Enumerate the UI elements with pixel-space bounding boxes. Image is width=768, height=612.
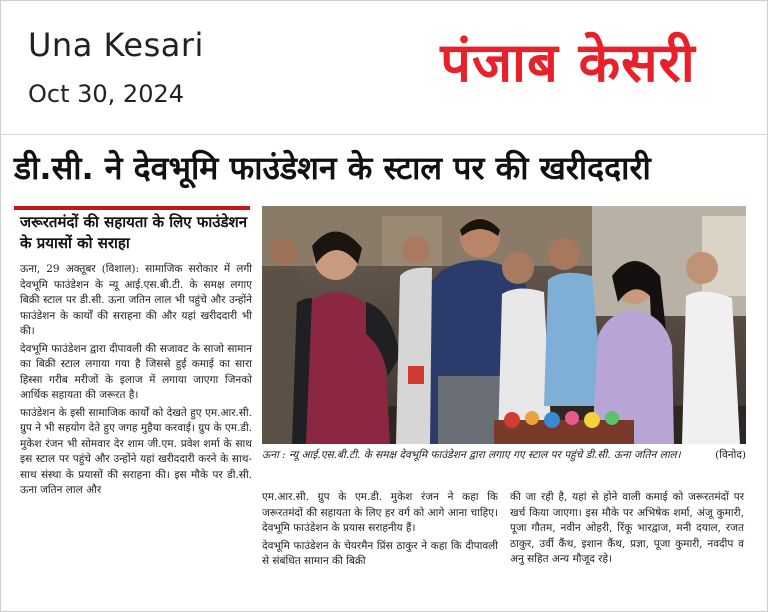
paragraph: एम.आर.सी. ग्रुप के एम.डी. मुकेश रंजन ने कहा कि जरूरतमंदों की सहायता के लिए हर वर्ग को आगे आना चाहिए। देवभूमि फाउंडेशन के प्रयास सराहनीय हैं।: [262, 491, 498, 534]
article-column-3: [510, 490, 744, 570]
header-divider: [0, 134, 768, 135]
article-headline: डी.सी. ने देवभूमि फाउंडेशन के स्टाल पर की खरीददारी: [14, 149, 651, 187]
photo-caption: [262, 448, 746, 463]
paragraph: देवभूमि फाउंडेशन द्वारा दीपावली की सजावट के साजो सामान का बिक्री स्टाल लगाया गया है जिससे हुई कमाई का सारा हिस्सा गरीब मरीजों के इलाज में लगाया जाएगा जिनको आर्थिक सहायता की जरूरत है।: [20, 342, 252, 401]
article-column-2: [262, 490, 498, 572]
publication-date: Oct 30, 2024: [28, 80, 184, 108]
newspaper-logo: पंजाब केसरी: [440, 31, 696, 94]
paragraph: फाउंडेशन के इसी सामाजिक कार्यों को देखते हुए एम.आर.सी. ग्रुप ने भी सहयोग देते हुए जगह मुहैया करवाई। ग्रुप के एम.डी. मुकेश रंजन भी सोमवार देर शाम जी.एम. प्रवेश शर्मा के साथ इस स्टाल पर पहुंचे और उन्होंने यहां खरीददारी करने के साथ-साथ संस्था के प्रयासों की सराहना की। इस मौके पर डी.सी. ऊना जतिन लाल और: [20, 406, 252, 496]
photo-illustration: [262, 206, 746, 444]
paragraph: की जा रही है, यहां से होने वाली कमाई को जरूरतमंदों पर खर्च किया जाएगा। इस मौके पर अभिषेक शर्मा, अंजू कुमारी, पूजा गौतम, नवीन ओहरी, रिंकू भारद्वाज, मनी दयाल, रजत ठाकुर, उर्वी कैंथ, इशान कैंथ, प्रज्ञा, पूजा कुमारी, नवदीप व अनु सहित अन्य मौजूद रहे।: [510, 491, 744, 565]
caption-text: ऊना : न्यू आई.एस.बी.टी. के समक्ष देवभूमि फाउंडेशन द्वारा लगाए गए स्टाल पर पहुंचे डी.सी. ऊना जतिन लाल।: [262, 449, 681, 461]
paragraph: ऊना, 29 अक्तूबर (विशाल): सामाजिक सरोकार में लगी देवभूमि फाउंडेशन के न्यू आई.एस.बी.टी. के समक्ष लगाए बिक्री स्टाल पर डी.सी. ऊना जतिन लाल भी पहुंचे और उन्होंने फाउंडेशन के कार्यों की सराहना की और यहां खरीददारी भी की।: [20, 263, 252, 337]
subhead-rule: [14, 206, 250, 210]
article-column-1: [20, 262, 252, 501]
edition-name: Una Kesari: [28, 26, 204, 64]
photo-credit: (विनोद): [715, 449, 746, 461]
article-subhead: जरूरतमंदों की सहायता के लिए फाउंडेशन के प्रयासों को सराहा: [20, 213, 248, 252]
news-photo: [262, 206, 746, 444]
paragraph: देवभूमि फाउंडेशन के चेयरमैन प्रिंस ठाकुर ने कहा कि दीपावली से संबंधित सामान की बिक्री: [262, 539, 498, 567]
